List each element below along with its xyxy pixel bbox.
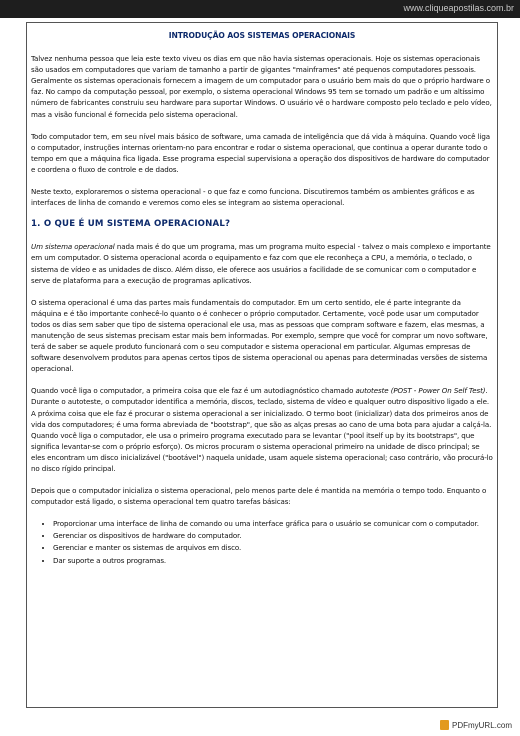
paragraph-text: nada mais é do que um programa, mas um programa muito especial - talvez o mais complexo e importante em um computador. O sistema operacional acorda o equipamento e faz com que ele reconheça a CPU, a memória, o teclado, o sistema de vídeo e as unidades de disco. Além disso, ele oferece aos usuários a facilidade de se comunicar com o computador e serve de plataforma para a execução de programas aplicativos.: [31, 242, 491, 285]
section-1-heading: 1. O QUE É UM SISTEMA OPERACIONAL?: [31, 219, 231, 230]
section-1-paragraph-2: O sistema operacional é uma das partes mais fundamentais do computador. Em um certo sentido, ele é parte integrante da máquina e é tão importante conhecê-lo quanto o é conhecer o próprio computador. Certamente, você pode usar um computador todos os dias sem saber que tipo de sistema operacional ele usa, mas as pessoas que compram software e fazem, elas mesmas, a manutenção de seus sistemas precisam estar mais bem informadas. Por exemplo, sempre que você for comprar um novo software, terá de saber se aquele produto funcionará com o seu computador e sistema operacional em particular. Algumas empresas de software desenvolvem produtos para apenas certos tipos de sistema operacional ou apenas para determinadas versões de sistema operacional.: [31, 297, 488, 374]
site-url[interactable]: www.cliqueapostilas.com.br: [403, 3, 514, 13]
task-list: [31, 518, 493, 565]
section-1-paragraph-3: [31, 385, 493, 474]
list-item: • Gerenciar e manter os sistemas de arquivos em disco.: [53, 542, 493, 553]
list-item: • Dar suporte a outros programas.: [53, 555, 493, 566]
list-item: • Gerenciar os dispositivos de hardware do computador.: [53, 530, 493, 541]
term-sistema-operacional: Um sistema operacional: [31, 242, 115, 252]
list-item: • Proporcionar uma interface de linha de comando ou uma interface gráfica para o usuário se comunicar com o computador.: [53, 518, 493, 529]
section-1-paragraph-1: [31, 241, 493, 285]
intro-paragraph-3: Neste texto, exploraremos o sistema operacional - o que faz e como funciona. Discutiremos também os ambientes gráficos e as interfaces de linha de comando e veremos como eles se integram ao sistema operacional.: [31, 187, 475, 208]
intro-paragraph-1: Talvez nenhuma pessoa que leia este texto viveu os dias em que não havia sistemas operacionais. Hoje os sistemas operacionais são usados em computadores que variam de tamanho a partir de gigantes "mainframes" até pequenos computadores pessoais. Geralmente os sistemas operacionais fornecem a imagem de um computador para o usuário bem mais do que o próprio hardware o faz. No campo da computação pessoal, por exemplo, o sistema operacional Windows 95 tem se tornado um padrão e um altíssimo número de fabricantes construiu seu hardware para suportar Windows. O usuário vê o hardware composto pelo teclado e pelo vídeo, mas a visão funcional é fornecida pelo sistema operacional.: [31, 54, 492, 119]
pdfmyurl-badge[interactable]: [440, 720, 512, 730]
paragraph-text: Quando você liga o computador, a primeira coisa que ele faz é um autodiagnóstico chamado: [31, 386, 356, 396]
badge-label: PDFmyURL.com: [451, 720, 512, 730]
pdf-icon: [440, 720, 449, 730]
paragraph-text: . Durante o autoteste, o computador identifica a memória, discos, teclado, sistema de vídeo e qualquer outro dispositivo ligado a ele. A próxima coisa que ele faz é procurar o sistema operacional a ser inicializado. O termo boot (inicializar) data dos primeiros anos de vida dos computadores; é uma forma abreviada de "bootstrap", que são as alças presas ao cano de uma bota para ajudar a calçá-la. Quando você liga o computador, ele usa o primeiro programa executado para se levantar ("pool itself up by its bootstraps", que significa levantar-se com o próprio esforço). Os micros procuram o sistema operacional primeiro na unidade de disco principal; se eles encontram um disco inicializável ("bootável") naquela unidade, usam aquele sistema operacional; caso contrário, vão procurá-lo no disco rígido principal.: [31, 386, 493, 473]
top-banner: [0, 0, 520, 18]
section-1-paragraph-4: Depois que o computador inicializa o sistema operacional, pelo menos parte dele é mantida na memória o tempo todo. Enquanto o computador está ligado, o sistema operacional tem quatro tarefas básicas:: [31, 486, 487, 507]
document-body: [31, 30, 493, 567]
intro-paragraph-2: Todo computador tem, em seu nível mais básico de software, uma camada de inteligência que dá vida à máquina. Quando você liga o computador, instruções internas orientam-no para encontrar e rodar o sistema operacional, que continua a operar durante todo o tempo em que a máquina fica ligada. Esse programa especial supervisiona a operação dos dispositivos de hardware do computador e coordena o fluxo de controle e de dados.: [31, 131, 490, 174]
document-title: INTRODUÇÃO AOS SISTEMAS OPERACIONAIS: [168, 31, 356, 40]
term-autoteste: autoteste (POST - Power On Self Test): [355, 386, 486, 396]
